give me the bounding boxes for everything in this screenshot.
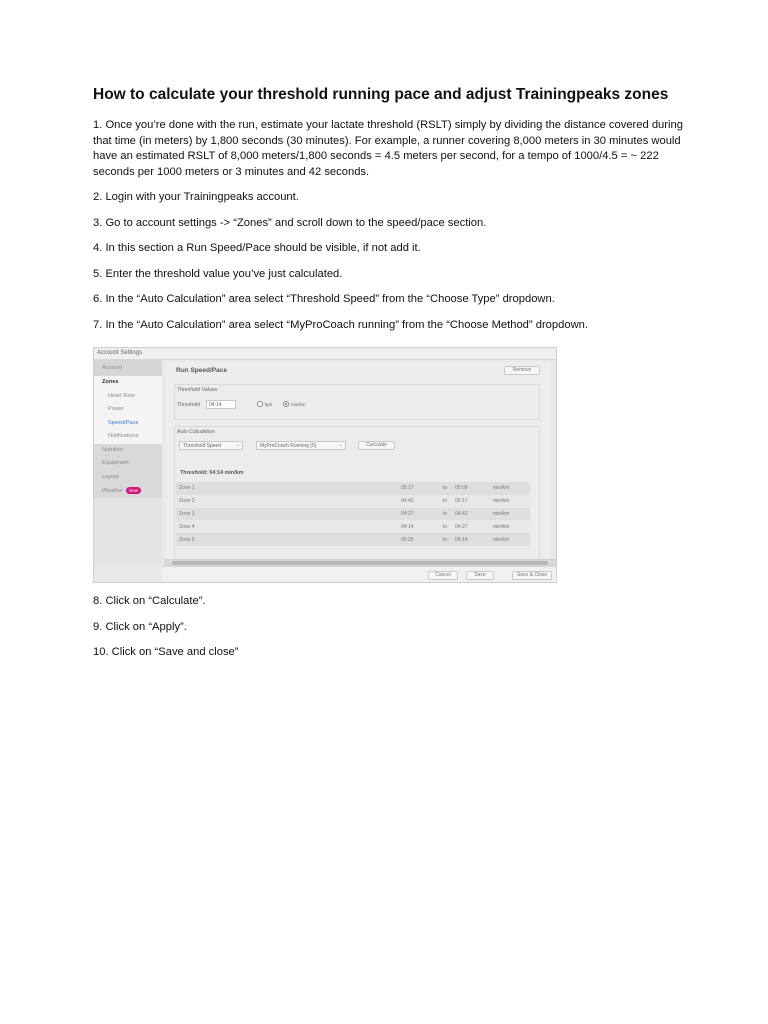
save-button: Save — [466, 571, 494, 580]
zone-name: Zone 2 — [179, 498, 195, 505]
zone-from: 04:27 — [401, 510, 414, 517]
sidebar-item-speed-pace: Speed/Pace — [94, 417, 162, 431]
zone-to-label: to — [442, 510, 448, 517]
zone-from: 00:25 — [401, 536, 414, 543]
zone-to: 04:14 — [455, 536, 468, 543]
step-9: 9. Click on “Apply”. — [93, 620, 187, 633]
cancel-button: Cancel — [428, 571, 458, 580]
new-badge: New — [126, 487, 141, 494]
sidebar-item-notifications: Notifications — [94, 430, 162, 444]
step-4: 4. In this section a Run Speed/Pace should be visible, if not add it. — [93, 242, 421, 254]
settings-footer — [162, 566, 556, 582]
sidebar-item-zones: Zones — [94, 376, 162, 390]
embedded-settings-screenshot — [93, 347, 557, 583]
zone-from: 04:14 — [401, 523, 414, 530]
zone-row — [176, 533, 530, 546]
settings-sidebar — [94, 360, 162, 566]
step-7: 7. In the “Auto Calculation” area select “MyProCoach running” from the “Choose Method” dropdown. — [93, 318, 588, 331]
threshold-values-label: Threshold Values — [177, 387, 218, 393]
zone-name: Zone 1 — [179, 485, 195, 492]
chevron-down-icon: ⌄ — [235, 442, 240, 448]
min-km-label: min/km — [291, 402, 306, 407]
zone-to: 04:42 — [455, 510, 468, 517]
sidebar-item-nutrition: Nutrition — [94, 444, 162, 458]
choose-type-value: Threshold Speed — [183, 443, 222, 449]
zone-from: 05:17 — [401, 485, 414, 492]
threshold-input: 04:14 — [206, 400, 236, 409]
min-km-radio — [283, 401, 289, 407]
threshold-values-panel — [174, 384, 540, 420]
sidebar-item-heart-rate: Heart Rate — [94, 390, 162, 404]
zone-to: 05:17 — [455, 498, 468, 505]
document-body-after — [93, 594, 683, 671]
sidebar-item-power: Power — [94, 403, 162, 417]
zone-to-label: to — [442, 536, 448, 543]
zone-unit: min/km — [493, 498, 510, 505]
zone-to-label: to — [442, 485, 448, 492]
zone-row — [176, 508, 530, 521]
zone-row — [176, 495, 530, 508]
section-heading: Run Speed/Pace — [176, 367, 227, 374]
step-3: 3. Go to account settings -> “Zones” and scroll down to the speed/pace section. — [93, 216, 487, 229]
window-title: Account Settings — [94, 348, 556, 360]
chevron-down-icon: ⌄ — [338, 442, 343, 448]
zone-unit: min/km — [493, 536, 510, 543]
zone-to: 04:27 — [455, 523, 468, 530]
choose-method-dropdown — [256, 441, 346, 450]
sidebar-item-layout: Layout — [94, 471, 162, 485]
threshold-summary: Threshold: 04:14 min/km — [180, 470, 244, 476]
zone-name: Zone 5 — [179, 536, 195, 543]
zone-to: 05:09 — [455, 485, 468, 492]
auto-calculation-label: Auto Calculation — [177, 429, 215, 435]
document-body — [93, 86, 683, 343]
step-2: 2. Login with your Trainingpeaks account. — [93, 191, 299, 203]
threshold-label: Threshold — [177, 402, 201, 408]
zone-row — [176, 482, 530, 495]
sidebar-item-weather — [94, 484, 162, 498]
remove-button: Remove — [504, 366, 540, 375]
step-8: 8. Click on “Calculate”. — [93, 595, 206, 607]
choose-method-value: MyProCoach Running (5) — [260, 443, 317, 449]
scrollbar-thumb — [172, 561, 548, 565]
zone-unit: min/km — [493, 485, 510, 492]
sidebar-item-equipment: Equipment — [94, 457, 162, 471]
zone-to-label: to — [442, 523, 448, 530]
zone-unit: min/km — [493, 510, 510, 517]
settings-main-panel — [166, 362, 550, 564]
step-6: 6. In the “Auto Calculation” area select “Threshold Speed” from the “Choose Type” dropdown. — [93, 293, 555, 305]
zone-name: Zone 3 — [179, 510, 195, 517]
zone-to-label: to — [442, 498, 448, 505]
horizontal-scrollbar — [164, 559, 556, 566]
sidebar-item-weather-label: Weather — [102, 488, 124, 494]
save-and-close-button: Save & Close — [512, 571, 552, 580]
page-title: How to calculate your threshold running pace and adjust Trainingpeaks zones — [93, 86, 669, 103]
zone-row — [176, 520, 530, 533]
step-10: 10. Click on “Save and close” — [93, 646, 239, 658]
zone-name: Zone 4 — [179, 523, 195, 530]
step-1: 1. Once you’re done with the run, estimate your lactate threshold (RSLT) simply by dividing the distance covered during that time (in meters) by 1,800 seconds (30 minutes). For example, a runner covering 8,000 meters in 30 minutes would have an estimated RSLT of 8,000 meters/1,800 seconds = 4.5 meters per second, for a tempo of 1000/4.5 = ~ 222 seconds per 1000 meters or 3 minutes and 42 seconds. — [93, 119, 683, 178]
kph-radio — [257, 401, 263, 407]
calculate-button: Calculate — [358, 441, 395, 450]
zone-unit: min/km — [493, 523, 510, 530]
sidebar-item-account: Account — [94, 360, 162, 376]
zone-from: 04:42 — [401, 498, 414, 505]
zones-table — [176, 482, 530, 546]
choose-type-dropdown — [179, 441, 243, 450]
kph-label: kph — [265, 402, 273, 407]
step-5: 5. Enter the threshold value you’ve just calculated. — [93, 267, 343, 280]
